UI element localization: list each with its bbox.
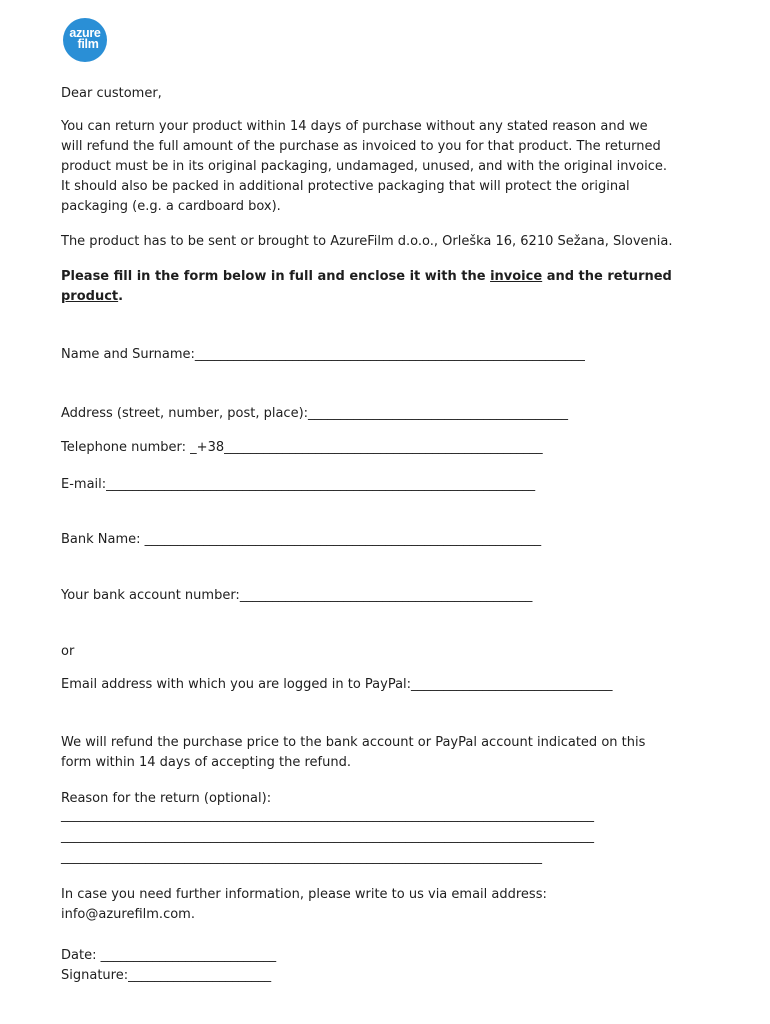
address-note: The product has to be sent or brought to AzureFilm d.o.o., Orleška 16, 6210 Sežana, Slovenia. (61, 234, 673, 249)
logo-line2: film (77, 37, 99, 51)
instruction-line-1 (61, 267, 672, 287)
instruction-part2: and the returned (542, 269, 672, 284)
instruction-end: . (118, 289, 124, 304)
invoice-word: invoice (490, 269, 543, 284)
product-word: product (61, 289, 119, 304)
intro-line-1: You can return your product within 14 days of purchase without any stated reason and we (61, 119, 648, 134)
intro-line-3: product must be in its original packaging, undamaged, unused, and with the original invoice. (61, 159, 667, 174)
refund-note-line-2: form within 14 days of accepting the refund. (61, 755, 351, 770)
bank-account-field[interactable]: Your bank account number:_____________________________________________ (61, 588, 533, 603)
telephone-field[interactable]: Telephone number: _+38_________________________________________________ (61, 440, 543, 455)
logo-line1: azure (69, 26, 101, 40)
signature-field[interactable]: Signature:______________________ (61, 968, 272, 983)
bank-name-field[interactable]: Bank Name: _____________________________________________________________ (61, 532, 542, 547)
or-text: or (61, 644, 75, 659)
instruction-part1: Please fill in the form below in full and enclose it with the (61, 269, 491, 284)
paypal-email-field[interactable]: Email address with which you are logged in to PayPal:_______________________________ (61, 677, 613, 692)
date-field[interactable]: Date: ___________________________ (61, 948, 277, 963)
reason-line-3[interactable]: __________________________________________________________________________ (61, 850, 542, 865)
intro-line-4: It should also be packed in additional protective packaging that will protect the original (61, 179, 630, 194)
contact-email: info@azurefilm.com. (61, 907, 195, 922)
reason-line-2[interactable]: __________________________________________________________________________________ (61, 829, 594, 844)
instruction-line-2 (61, 287, 123, 307)
salutation: Dear customer, (61, 86, 162, 101)
email-field[interactable]: E-mail:__________________________________________________________________ (61, 477, 536, 492)
contact-line-1: In case you need further information, please write to us via email address: (61, 887, 547, 902)
name-field[interactable]: Name and Surname:____________________________________________________________ (61, 347, 585, 362)
reason-label: Reason for the return (optional): (61, 791, 272, 806)
intro-line-2: will refund the full amount of the purchase as invoiced to you for that product. The returned (61, 139, 661, 154)
azurefilm-logo (63, 18, 107, 62)
reason-line-1[interactable]: __________________________________________________________________________________ (61, 808, 594, 823)
address-field[interactable]: Address (street, number, post, place):________________________________________ (61, 406, 569, 421)
intro-line-5: packaging (e.g. a cardboard box). (61, 199, 281, 214)
refund-note-line-1: We will refund the purchase price to the bank account or PayPal account indicated on this (61, 735, 646, 750)
